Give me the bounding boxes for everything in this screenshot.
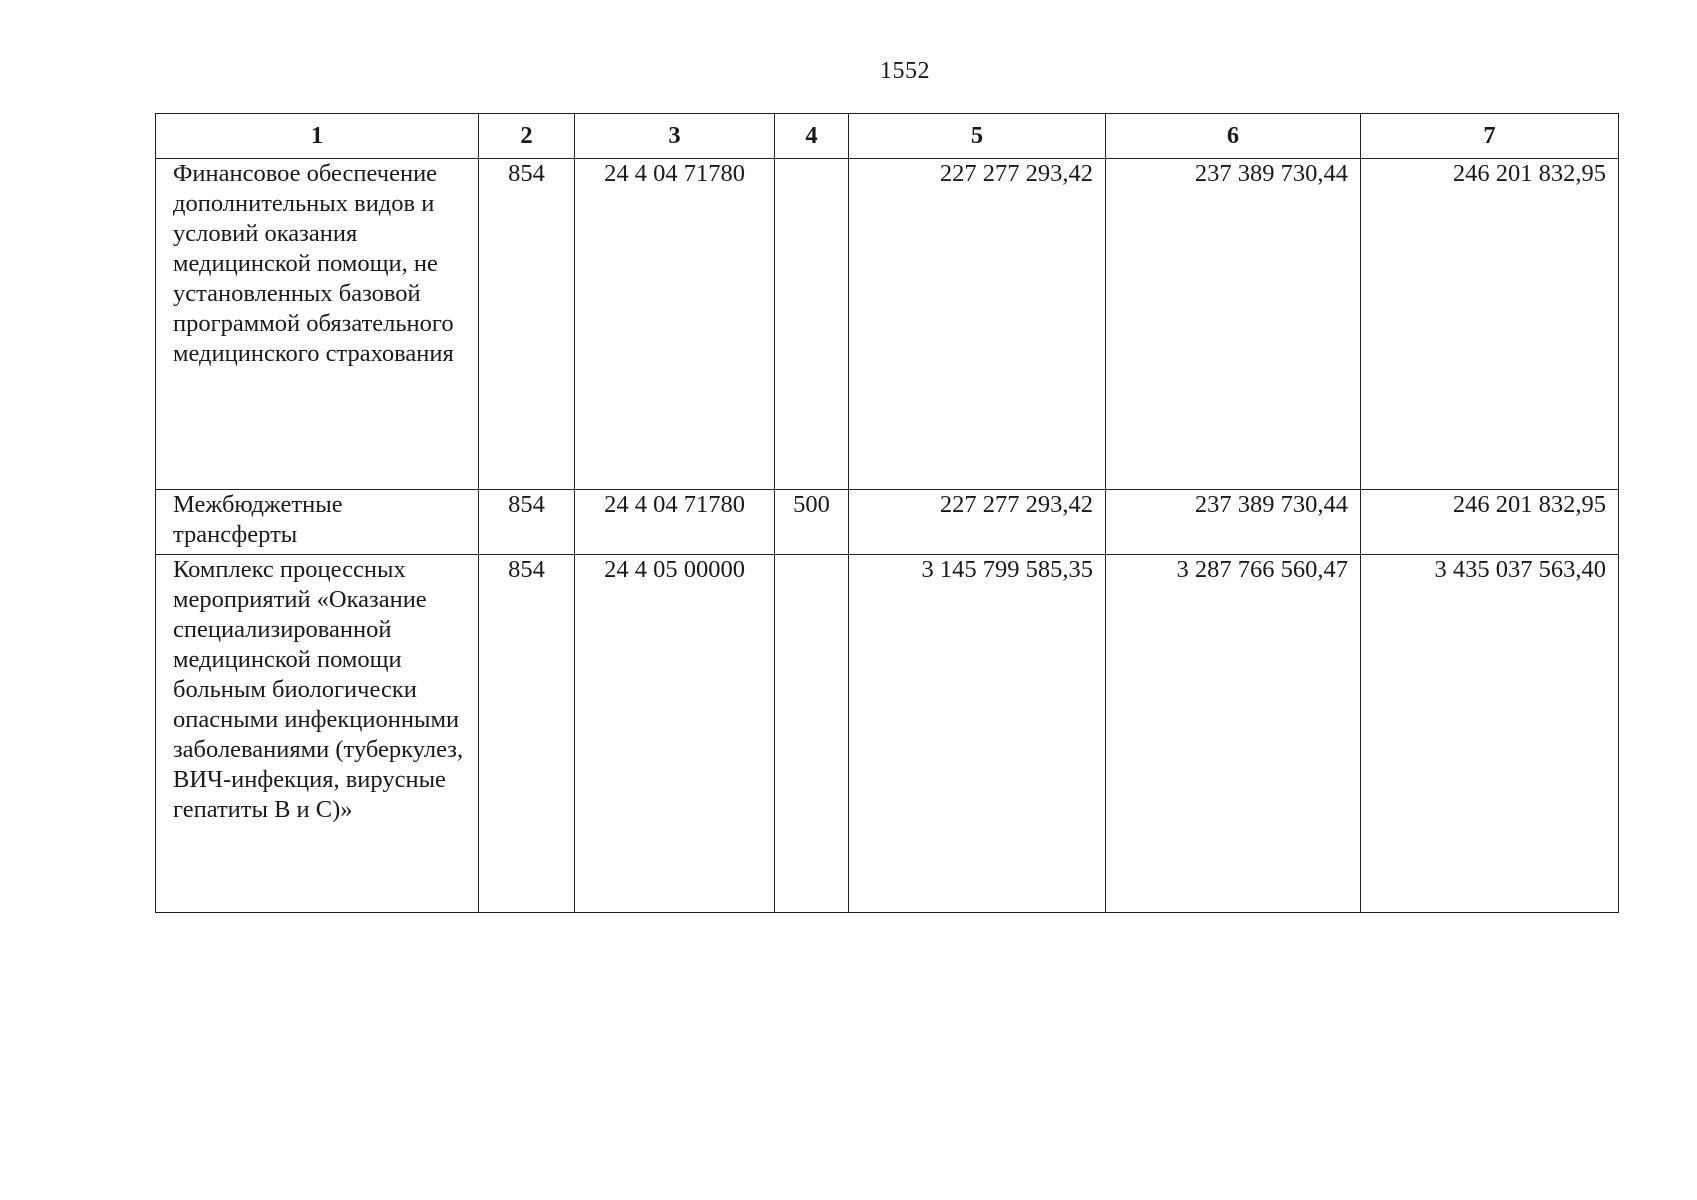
- table-row: [156, 159, 1619, 490]
- row-amount-year1: 3 145 799 585,35: [849, 555, 1106, 913]
- row-code: 854: [479, 490, 575, 555]
- header-col-2: 2: [479, 114, 575, 159]
- row-amount-year3: 246 201 832,95: [1361, 490, 1619, 555]
- table-row: [156, 490, 1619, 555]
- row-type: [775, 159, 849, 490]
- header-col-4: 4: [775, 114, 849, 159]
- row-name: Комплекс процессных мероприятий «Оказание специализированной медицинской помощи больным биологически опасными инфекционными заболеваниями (туберкулез, ВИЧ-инфекция, вирусные гепатиты В и С)»: [156, 555, 479, 913]
- row-name: Финансовое обеспечение дополнительных видов и условий оказания медицинской помощи, не установленных базовой программой обязательного медицинского страхования: [156, 159, 479, 490]
- header-col-7: 7: [1361, 114, 1619, 159]
- header-col-1: 1: [156, 114, 479, 159]
- row-name: Межбюджетные трансферты: [156, 490, 479, 555]
- row-amount-year2: 3 287 766 560,47: [1106, 555, 1361, 913]
- header-col-5: 5: [849, 114, 1106, 159]
- row-amount-year2: 237 389 730,44: [1106, 159, 1361, 490]
- row-code: 854: [479, 159, 575, 490]
- row-target: 24 4 04 71780: [575, 159, 775, 490]
- header-col-6: 6: [1106, 114, 1361, 159]
- row-amount-year2: 237 389 730,44: [1106, 490, 1361, 555]
- row-amount-year1: 227 277 293,42: [849, 490, 1106, 555]
- row-amount-year3: 246 201 832,95: [1361, 159, 1619, 490]
- row-target: 24 4 05 00000: [575, 555, 775, 913]
- row-amount-year3: 3 435 037 563,40: [1361, 555, 1619, 913]
- row-type: [775, 555, 849, 913]
- row-amount-year1: 227 277 293,42: [849, 159, 1106, 490]
- budget-table: [155, 113, 1619, 913]
- header-col-3: 3: [575, 114, 775, 159]
- page-number: 1552: [880, 58, 930, 84]
- header-row: [156, 114, 1619, 159]
- row-target: 24 4 04 71780: [575, 490, 775, 555]
- row-type: 500: [775, 490, 849, 555]
- row-code: 854: [479, 555, 575, 913]
- table-row: [156, 555, 1619, 913]
